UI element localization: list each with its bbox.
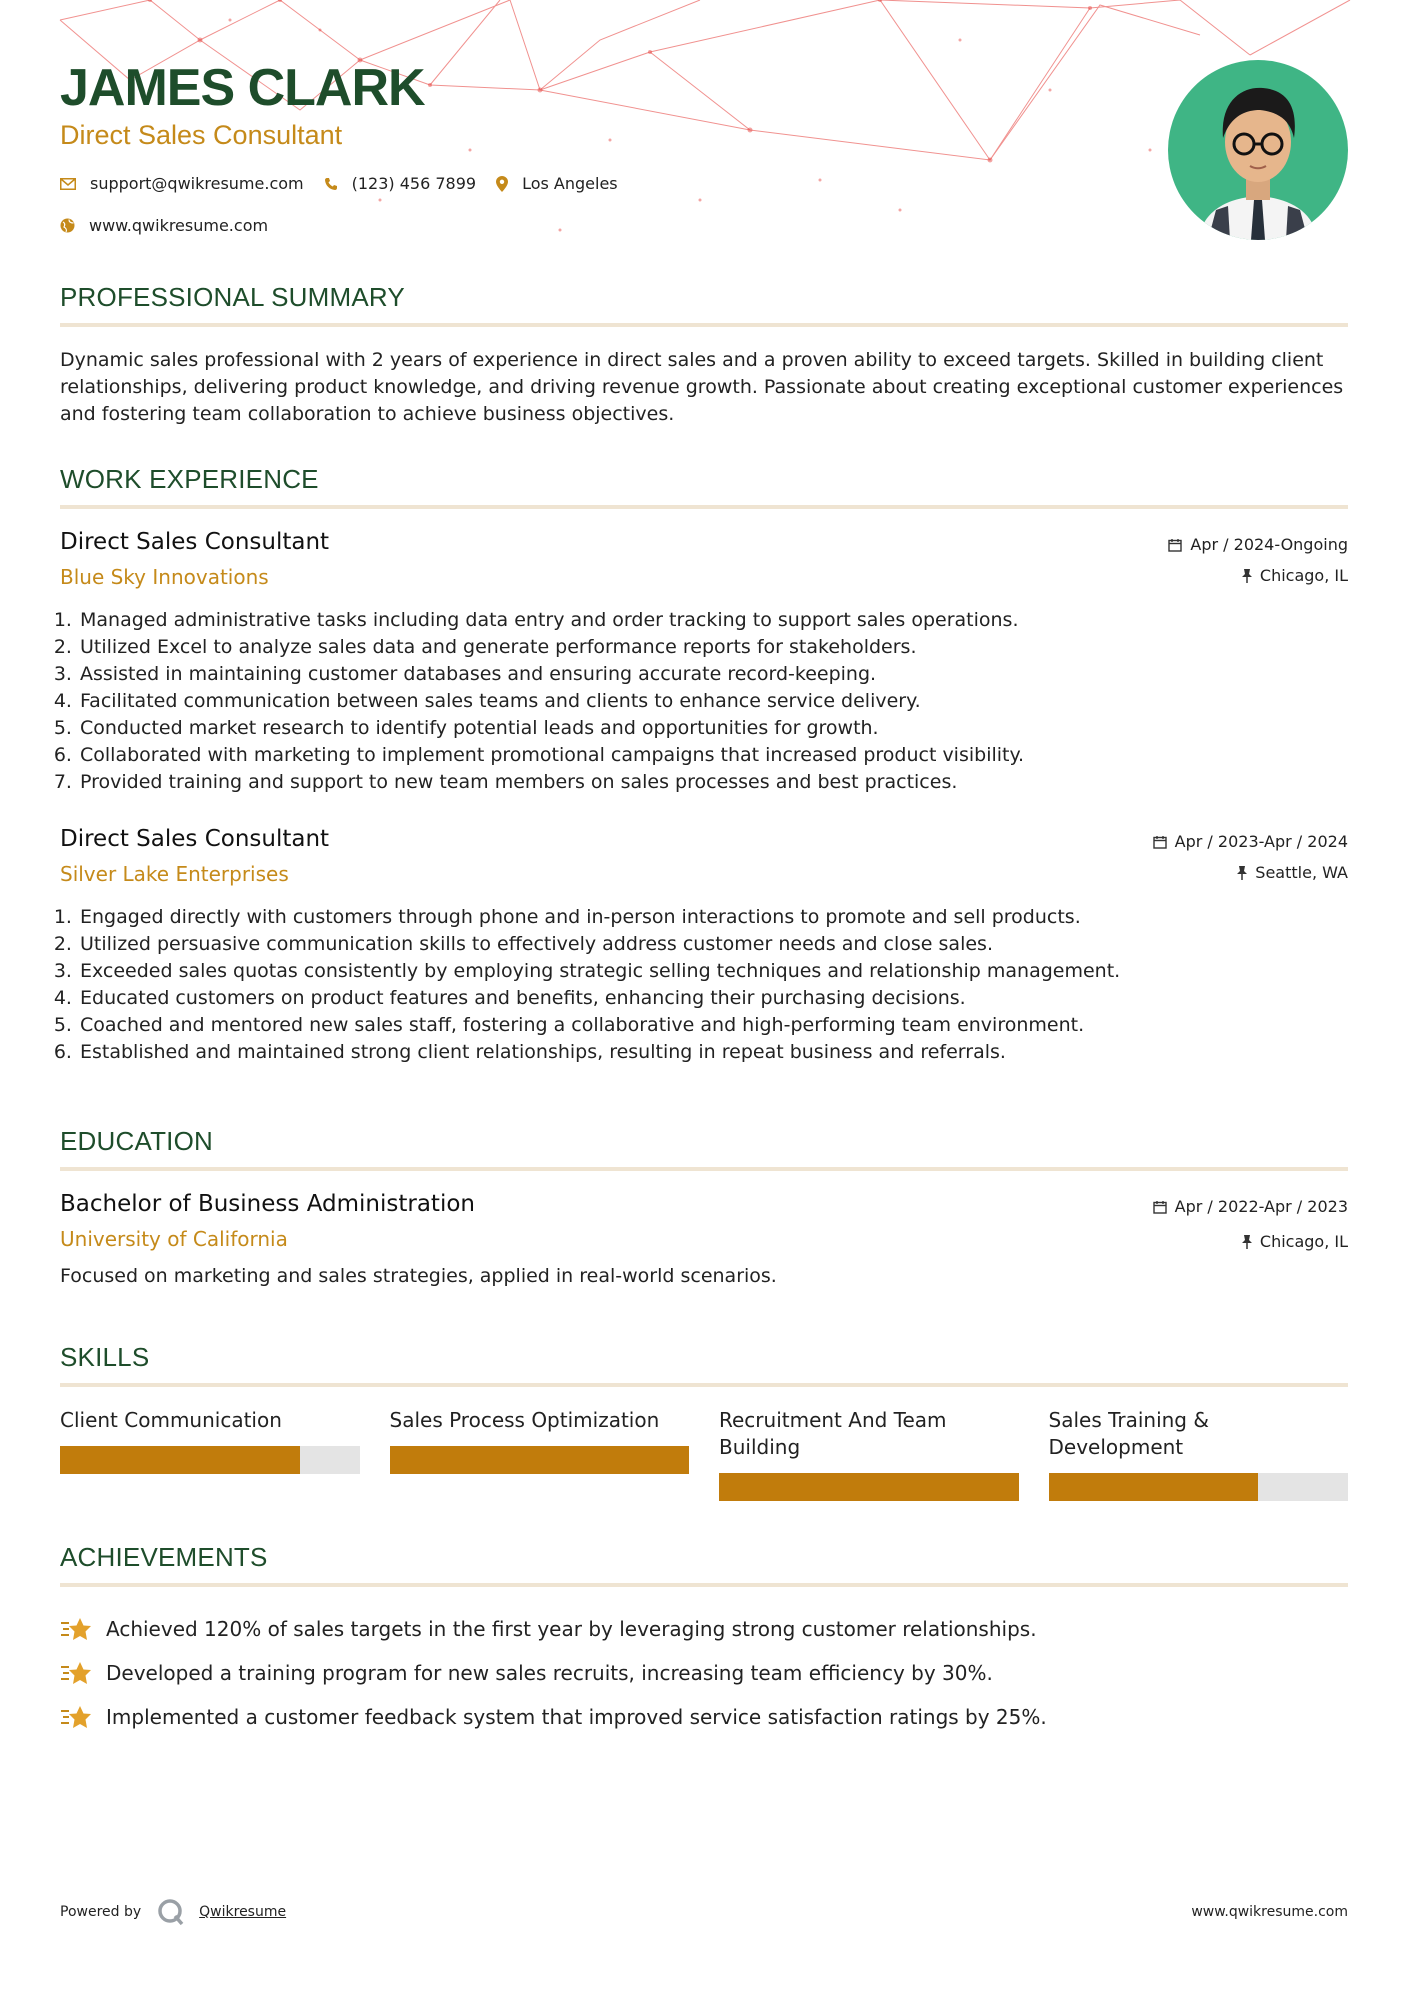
list-item [60,1607,1348,1651]
achievement-text: Achieved 120% of sales targets in the first year by leveraging strong customer relationships. [106,1617,1037,1641]
achievement-text: Developed a training program for new sales recruits, increasing team efficiency by 30%. [106,1661,993,1685]
list-item: 3. Exceeded sales quotas consistently by employing strategic selling techniques and relationship management. [78,958,1348,985]
skills-list [60,1407,1348,1501]
skill-bar-fill [719,1473,1019,1501]
qwikresume-logo-icon [157,1898,185,1926]
skill-bar [1049,1473,1349,1501]
pushpin-icon [1237,866,1247,880]
achievements-list [60,1607,1348,1739]
candidate-name: JAMES CLARK [60,59,425,117]
education-location: Chicago, IL [1259,1232,1348,1251]
contact-location [496,174,618,193]
experience-section [60,464,1348,1066]
pushpin-icon [1242,1235,1252,1249]
job-dates: Apr / 2023-Apr / 2024 [1174,832,1348,851]
experience-heading: WORK EXPERIENCE [60,464,1348,509]
list-item: 2. Utilized persuasive communication skills to effectively address customer needs and close sales. [78,931,1348,958]
skill-bar-fill [60,1446,300,1474]
job-dates: Apr / 2024-Ongoing [1190,535,1348,554]
achievement-text: Implemented a customer feedback system that improved service satisfaction ratings by 25%. [106,1705,1047,1729]
skill-bar [719,1473,1019,1501]
contact-row-1 [60,174,638,193]
skill-bar-fill [390,1446,690,1474]
star-badge-icon [60,1616,92,1642]
website-text: www.qwikresume.com [89,216,269,235]
star-badge-icon [60,1704,92,1730]
skill-bar [60,1446,360,1474]
achievements-section [60,1542,1348,1739]
phone-icon [324,177,338,191]
envelope-icon [60,178,76,190]
summary-heading: PROFESSIONAL SUMMARY [60,282,1348,327]
skill-item [719,1407,1019,1501]
achievements-heading: ACHIEVEMENTS [60,1542,1348,1587]
contact-phone[interactable] [324,174,476,193]
skill-item [1049,1407,1349,1501]
star-badge-icon [60,1660,92,1686]
list-item: 7. Provided training and support to new team members on sales processes and best practices. [78,769,1348,796]
job-location: Seattle, WA [1255,863,1348,882]
job-entry [60,826,1348,1066]
phone-text: (123) 456 7899 [351,174,477,193]
map-pin-icon [496,176,508,192]
list-item: 4. Facilitated communication between sales teams and clients to enhance service delivery. [78,688,1348,715]
education-section [60,1126,1348,1290]
list-item: 6. Collaborated with marketing to implement promotional campaigns that increased product visibility. [78,742,1348,769]
calendar-icon [1153,835,1167,849]
email-text: support@qwikresume.com [90,174,304,193]
skill-bar-fill [1049,1473,1259,1501]
calendar-icon [1168,538,1182,552]
footer-website[interactable]: www.qwikresume.com [1191,1904,1348,1920]
skills-heading: SKILLS [60,1342,1348,1387]
skill-bar [390,1446,690,1474]
contact-row-2 [60,216,288,235]
list-item: 2. Utilized Excel to analyze sales data and generate performance reports for stakeholders. [78,634,1348,661]
job-bullets [60,904,1348,1066]
job-title: Direct Sales Consultant [60,826,330,852]
job-company: Silver Lake Enterprises [60,862,289,886]
job-entry [60,529,1348,796]
candidate-role: Direct Sales Consultant [60,120,343,150]
job-location: Chicago, IL [1259,566,1348,585]
skill-label: Client Communication [60,1408,282,1432]
job-company: Blue Sky Innovations [60,565,269,589]
skill-label: Recruitment And Team Building [719,1408,947,1459]
list-item: 5. Coached and mentored new sales staff, fostering a collaborative and high-performing team environment. [78,1012,1348,1039]
contact-website[interactable] [60,216,268,235]
list-item: 4. Educated customers on product features and benefits, enhancing their purchasing decisions. [78,985,1348,1012]
skill-label: Sales Process Optimization [389,1408,660,1432]
globe-icon [60,218,75,233]
powered-by-label: Powered by [60,1904,142,1920]
skill-item [390,1407,690,1501]
profile-photo [1168,60,1348,240]
skills-section [60,1342,1348,1501]
education-heading: EDUCATION [60,1126,1348,1171]
list-item [60,1651,1348,1695]
education-description: Focused on marketing and sales strategies, applied in real-world scenarios. [60,1265,777,1287]
page-footer [60,1898,1348,1926]
degree-title: Bachelor of Business Administration [60,1191,475,1217]
job-title: Direct Sales Consultant [60,529,330,555]
location-text: Los Angeles [522,174,618,193]
list-item: 1. Engaged directly with customers through phone and in-person interactions to promote and sell products. [78,904,1348,931]
list-item [60,1695,1348,1739]
list-item: 5. Conducted market research to identify potential leads and opportunities for growth. [78,715,1348,742]
education-dates: Apr / 2022-Apr / 2023 [1174,1197,1348,1216]
summary-text: Dynamic sales professional with 2 years of experience in direct sales and a proven ability to exceed targets. Skilled in building client relationships, delivering product knowledge, and driving revenue growth. Passionate about creating exceptional customer experiences and fostering team collaboration to achieve business objectives. [60,349,1344,425]
skill-item [60,1407,360,1501]
pushpin-icon [1242,569,1252,583]
brand-link[interactable]: Qwikresume [199,1904,287,1920]
school-name: University of California [60,1227,288,1251]
skill-label: Sales Training & Development [1048,1408,1209,1459]
list-item: 1. Managed administrative tasks including data entry and order tracking to support sales operations. [78,607,1348,634]
list-item: 3. Assisted in maintaining customer databases and ensuring accurate record-keeping. [78,661,1348,688]
calendar-icon [1153,1200,1167,1214]
job-bullets [60,607,1348,796]
summary-section [60,282,1348,428]
contact-email[interactable] [60,174,304,193]
list-item: 6. Established and maintained strong client relationships, resulting in repeat business and referrals. [78,1039,1348,1066]
